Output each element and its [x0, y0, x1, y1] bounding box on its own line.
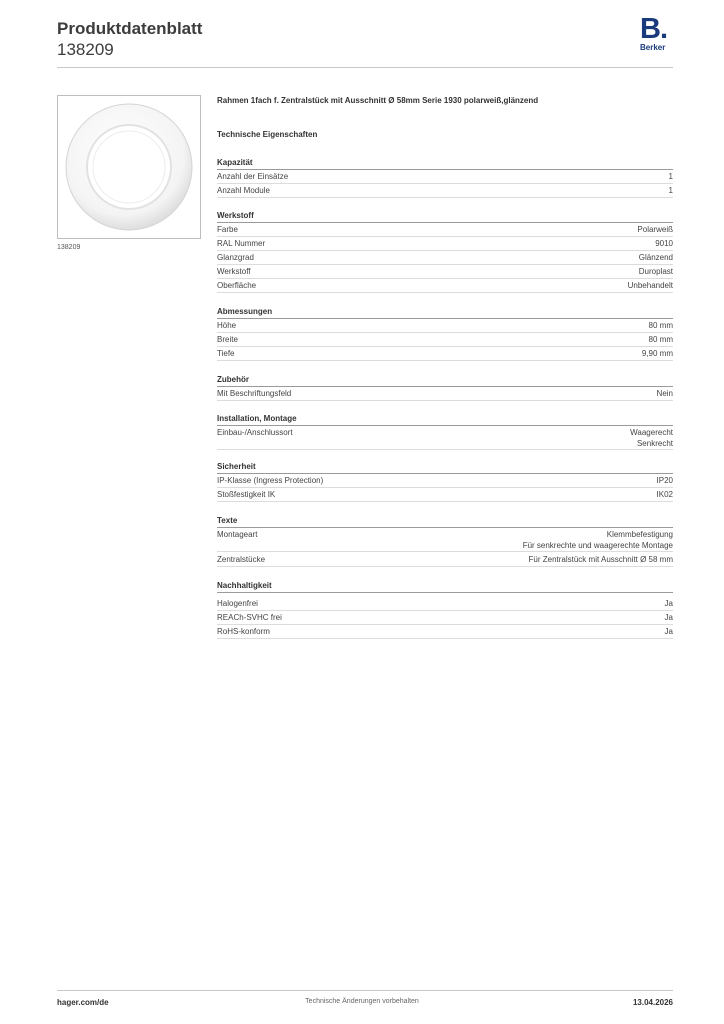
table-row	[217, 387, 673, 401]
group-title-werkstoff: Werkstoff	[217, 210, 673, 223]
section-heading: Technische Eigenschaften	[217, 130, 318, 139]
product-image	[57, 95, 201, 239]
logo-letter: B.	[640, 13, 667, 45]
value-line: Waagerecht	[630, 428, 673, 437]
property-value: Unbehandelt	[627, 281, 673, 290]
group-title-installation: Installation, Montage	[217, 413, 673, 426]
property-value: Ja	[664, 599, 673, 608]
property-value: Polarweiß	[637, 225, 673, 234]
property-value: Für Zentralstück mit Ausschnitt Ø 58 mm	[528, 555, 673, 564]
property-value: Ja	[664, 627, 673, 636]
table-row	[217, 279, 673, 293]
group-title-texte: Texte	[217, 515, 673, 528]
property-label: REACh-SVHC frei	[217, 613, 282, 622]
property-label: Farbe	[217, 225, 238, 234]
table-row	[217, 237, 673, 251]
property-label: Montageart	[217, 530, 258, 539]
berker-logo	[640, 13, 676, 56]
property-value	[523, 529, 673, 551]
table-row	[217, 474, 673, 488]
property-label: Zentralstücke	[217, 555, 266, 564]
property-label: Mit Beschriftungsfeld	[217, 389, 292, 398]
group-title-kapazitaet: Kapazität	[217, 157, 673, 170]
property-value: Ja	[664, 613, 673, 622]
document-title: Produktdatenblatt	[57, 19, 203, 38]
footer-divider	[57, 990, 673, 991]
property-label: Höhe	[217, 321, 237, 330]
table-row	[217, 426, 673, 450]
header-divider	[57, 67, 673, 68]
property-label: Breite	[217, 335, 238, 344]
property-label: Tiefe	[217, 349, 235, 358]
table-row	[217, 528, 673, 552]
group-title-sicherheit: Sicherheit	[217, 461, 673, 474]
table-row	[217, 170, 673, 184]
value-line: Senkrecht	[636, 439, 673, 448]
group-title-zubehoer: Zubehör	[217, 374, 673, 387]
table-row	[217, 333, 673, 347]
table-row	[217, 597, 673, 611]
property-label: Stoßfestigkeit IK	[217, 490, 276, 499]
property-value: 1	[668, 172, 673, 181]
property-label: Glanzgrad	[217, 253, 254, 262]
logo-text: Berker	[640, 43, 666, 52]
footer-website-link[interactable]: hager.com/de	[57, 998, 109, 1007]
property-label: Oberfläche	[217, 281, 257, 290]
group-title-nachhaltigkeit: Nachhaltigkeit	[217, 580, 673, 593]
property-value: Glänzend	[638, 253, 673, 262]
header	[57, 18, 202, 60]
property-value: 80 mm	[648, 321, 673, 330]
property-label: RoHS-konform	[217, 627, 270, 636]
property-value: IK02	[656, 490, 673, 499]
property-value: Duroplast	[638, 267, 673, 276]
property-label: Werkstoff	[217, 267, 251, 276]
table-row	[217, 611, 673, 625]
property-value: 80 mm	[648, 335, 673, 344]
property-label: RAL Nummer	[217, 239, 266, 248]
property-value: 9010	[655, 239, 673, 248]
footer-notice: Technische Änderungen vorbehalten	[305, 998, 419, 1005]
value-line: Klemmbefestigung	[606, 530, 673, 539]
property-label: IP-Klasse (Ingress Protection)	[217, 476, 324, 485]
footer-date: 13.04.2026	[632, 998, 673, 1007]
group-title-abmessungen: Abmessungen	[217, 306, 673, 319]
value-line: Für senkrechte und waagerechte Montage	[522, 541, 673, 550]
property-label: Anzahl Module	[217, 186, 270, 195]
table-row	[217, 553, 673, 567]
table-row	[217, 251, 673, 265]
table-row	[217, 488, 673, 502]
property-value	[630, 427, 673, 449]
document-number: 138209	[57, 40, 114, 59]
table-row	[217, 223, 673, 237]
property-value: Nein	[656, 389, 673, 398]
property-label: Anzahl der Einsätze	[217, 172, 289, 181]
property-value: 1	[668, 186, 673, 195]
frame-image	[58, 96, 200, 238]
table-row	[217, 347, 673, 361]
table-row	[217, 184, 673, 198]
image-caption: 138209	[57, 244, 81, 251]
table-row	[217, 319, 673, 333]
property-value: 9,90 mm	[641, 349, 673, 358]
property-label: Einbau-/Anschlussort	[217, 428, 293, 437]
product-title: Rahmen 1fach f. Zentralstück mit Ausschnitt Ø 58mm Serie 1930 polarweiß,glänzend	[217, 96, 539, 105]
table-row	[217, 265, 673, 279]
table-row	[217, 625, 673, 639]
property-label: Halogenfrei	[217, 599, 258, 608]
property-value: IP20	[656, 476, 673, 485]
